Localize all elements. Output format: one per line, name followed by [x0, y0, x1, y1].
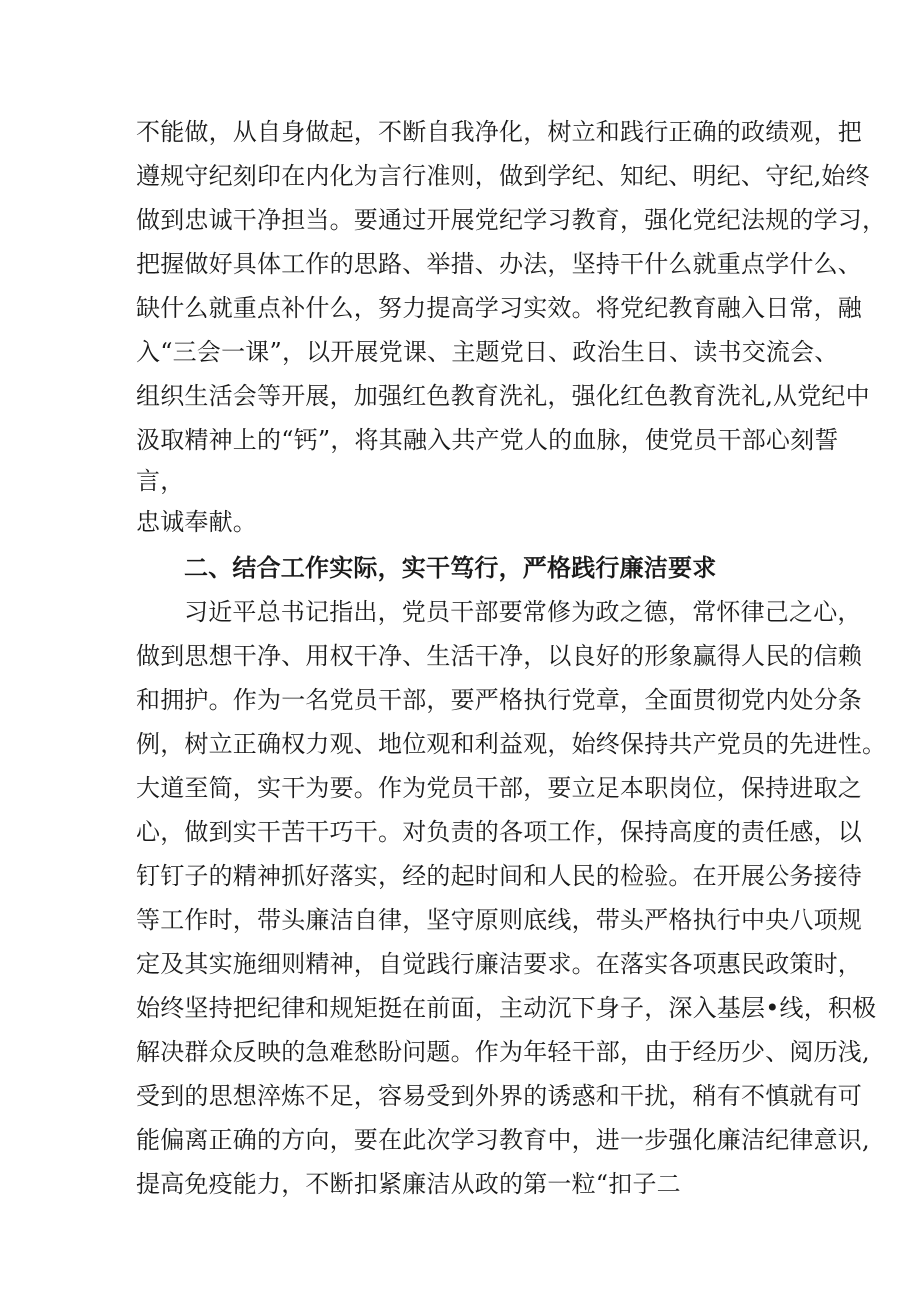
- text-line: 习近平总书记指出，党员干部要常修为政之德，常怀律己之心，: [184, 598, 862, 626]
- text-line: 入“三会一课”，以开展党课、主题党日、政治生日、读书交流会、: [136, 338, 839, 366]
- text-line: 例，树立正确权力观、地位观和利益观，始终保持共产党员的先进性。: [136, 730, 887, 758]
- text-line: 忠诚奉献。: [136, 508, 257, 536]
- text-line: 言，: [136, 467, 185, 495]
- text-line: 大道至简，实干为要。作为党员干部，要立足本职岗位，保持进取之: [136, 774, 862, 802]
- text-line: 做到思想干净、用权干净、生活干净，以良好的形象赢得人民的信赖: [136, 642, 862, 670]
- text-line: 汲取精神上的“钙”，将其融入共产党人的血脉，使党员干部心刻誓: [136, 426, 839, 454]
- text-line: 能偏离正确的方向，要在此次学习教育中，进一步强化廉洁纪律意识,: [136, 1126, 870, 1154]
- text-line: 始终坚持把纪律和规矩挺在前面，主动沉下身子，深入基层•线，积极: [136, 994, 877, 1022]
- text-line: 遵规守纪刻印在内化为言行准则，做到学纪、知纪、明纪、守纪,始终: [136, 162, 870, 190]
- text-line: 组织生活会等开展，加强红色教育洗礼，强化红色教育洗礼,从党纪中: [136, 382, 870, 410]
- text-line: 不能做，从自身做起，不断自我净化，树立和践行正确的政绩观，把: [136, 118, 862, 146]
- text-line: 等工作时，带头廉洁自律，坚守原则底线，带头严格执行中央八项规: [136, 906, 862, 934]
- text-line: 提高免疫能力，不断扣紧廉洁从政的第一粒“扣子二: [136, 1170, 681, 1198]
- text-line: 受到的思想淬炼不足，容易受到外界的诱惑和干扰，稍有不慎就有可: [136, 1082, 862, 1110]
- text-line: 钉钉子的精神抓好落实，经的起时间和人民的检验。在开展公务接待: [136, 862, 862, 890]
- section-heading: 二、结合工作实际，实干笃行，严格践行廉洁要求: [184, 554, 717, 582]
- text-line: 做到忠诚干净担当。要通过开展党纪学习教育，强化党纪法规的学习，: [136, 206, 887, 234]
- text-line: 解决群众反映的急难愁盼问题。作为年轻干部，由于经历少、阅历浅,: [136, 1038, 870, 1066]
- text-line: 缺什么就重点补什么，努力提高学习实效。将党纪教育融入日常，融: [136, 294, 862, 322]
- text-line: 把握做好具体工作的思路、举措、办法，坚持干什么就重点学什么、: [136, 250, 862, 278]
- text-line: 心，做到实干苦干巧干。对负责的各项工作，保持高度的责任感，以: [136, 818, 862, 846]
- text-line: 和拥护。作为一名党员干部，要严格执行党章，全面贯彻党内处分条: [136, 686, 862, 714]
- text-line: 定及其实施细则精神，自觉践行廉洁要求。在落实各项惠民政策时，: [136, 950, 862, 978]
